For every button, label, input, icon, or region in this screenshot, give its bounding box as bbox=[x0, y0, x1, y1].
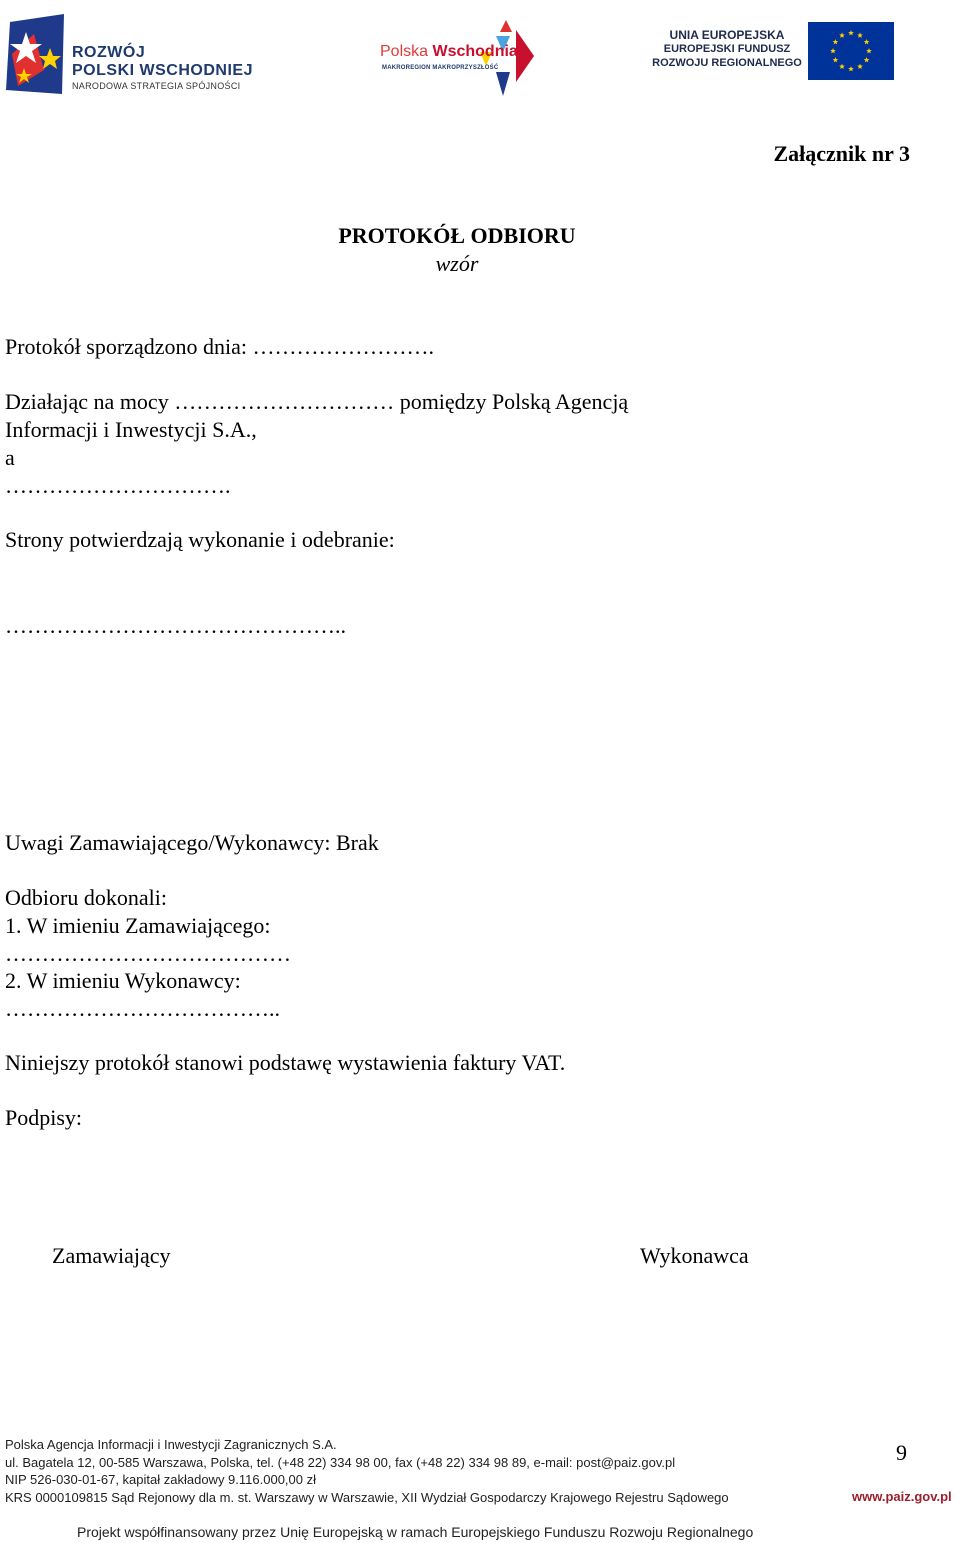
acting-line-4: …………………………. bbox=[5, 473, 231, 498]
footer-line-4: KRS 0000109815 Sąd Rejonowy dla m. st. Warszawy w Warszawie, XII Wydział Gospodarczy Krajowego Rejestru Sądowego bbox=[5, 1489, 729, 1505]
confirm-dots: ……………………………………….. bbox=[5, 613, 346, 638]
ue-logo-text: UNIA EUROPEJSKA EUROPEJSKI FUNDUSZ ROZWOJU REGIONALNEGO bbox=[652, 28, 802, 69]
item-2-dots: ……………………………….. bbox=[5, 996, 280, 1021]
signature-left-label: Zamawiający bbox=[52, 1243, 171, 1268]
signatures-label: Podpisy: bbox=[5, 1105, 83, 1130]
logo-unia-europejska bbox=[650, 18, 895, 88]
polska-wschodnia-subtitle: MAKROREGION MAKROPRZYSZŁOŚĆ bbox=[382, 65, 499, 71]
signature-right-label: Wykonawca bbox=[640, 1243, 749, 1268]
acting-line-2: Informacji i Inwestycji S.A., bbox=[5, 417, 257, 442]
footer-website: www.paiz.gov.pl bbox=[852, 1489, 952, 1504]
document-subtitle: wzór bbox=[435, 251, 479, 276]
footer-line-1: Polska Agencja Informacji i Inwestycji Zagranicznych S.A. bbox=[5, 1437, 337, 1452]
remarks-line: Uwagi Zamawiającego/Wykonawcy: Brak bbox=[5, 830, 379, 855]
footer-project-note: Projekt współfinansowany przez Unię Europejską w ramach Europejskiego Funduszu Rozwoju Regionalnego bbox=[77, 1524, 754, 1540]
eu-flag-icon bbox=[808, 22, 894, 80]
confirm-line: Strony potwierdzają wykonanie i odebranie: bbox=[5, 527, 395, 552]
acting-line-1: Działając na mocy ………………………… pomiędzy Polską Agencją bbox=[5, 389, 629, 414]
footer-line-3: NIP 526-030-01-67, kapitał zakładowy 9.116.000,00 zł bbox=[5, 1472, 316, 1487]
document-title: PROTOKÓŁ ODBIORU bbox=[338, 223, 576, 248]
footer-company-info bbox=[5, 1436, 729, 1506]
footer-line-2: ul. Bagatela 12, 00-585 Warszawa, Polska, tel. (+48 22) 334 98 00, fax (+48 22) 334 98 89, e-mail: post@paiz.gov.pl bbox=[5, 1454, 676, 1470]
acting-line-3: a bbox=[5, 445, 15, 470]
page-number: 9 bbox=[896, 1440, 907, 1465]
logo-rozwoj-polski-wschodniej bbox=[0, 10, 290, 105]
logo-polska-wschodnia bbox=[378, 16, 553, 101]
done-by-label: Odbioru dokonali: bbox=[5, 885, 167, 910]
date-line: Protokół sporządzono dnia: ……………………. bbox=[5, 334, 434, 359]
item-2: 2. W imieniu Wykonawcy: bbox=[5, 968, 241, 993]
item-1-dots: ………………………………… bbox=[5, 941, 291, 966]
polska-wschodnia-title: Polska Wschodnia bbox=[380, 43, 518, 60]
rozwoj-star-emblem-icon bbox=[4, 14, 70, 98]
item-1: 1. W imieniu Zamawiającego: bbox=[5, 913, 271, 938]
attachment-label: Załącznik nr 3 bbox=[773, 141, 910, 166]
rozwoj-logo-text: ROZWÓJ POLSKI WSCHODNIEJ NARODOWA STRATEGIA SPÓJNOŚCI bbox=[72, 44, 253, 91]
vat-basis-line: Niniejszy protokół stanowi podstawę wystawienia faktury VAT. bbox=[5, 1050, 566, 1075]
